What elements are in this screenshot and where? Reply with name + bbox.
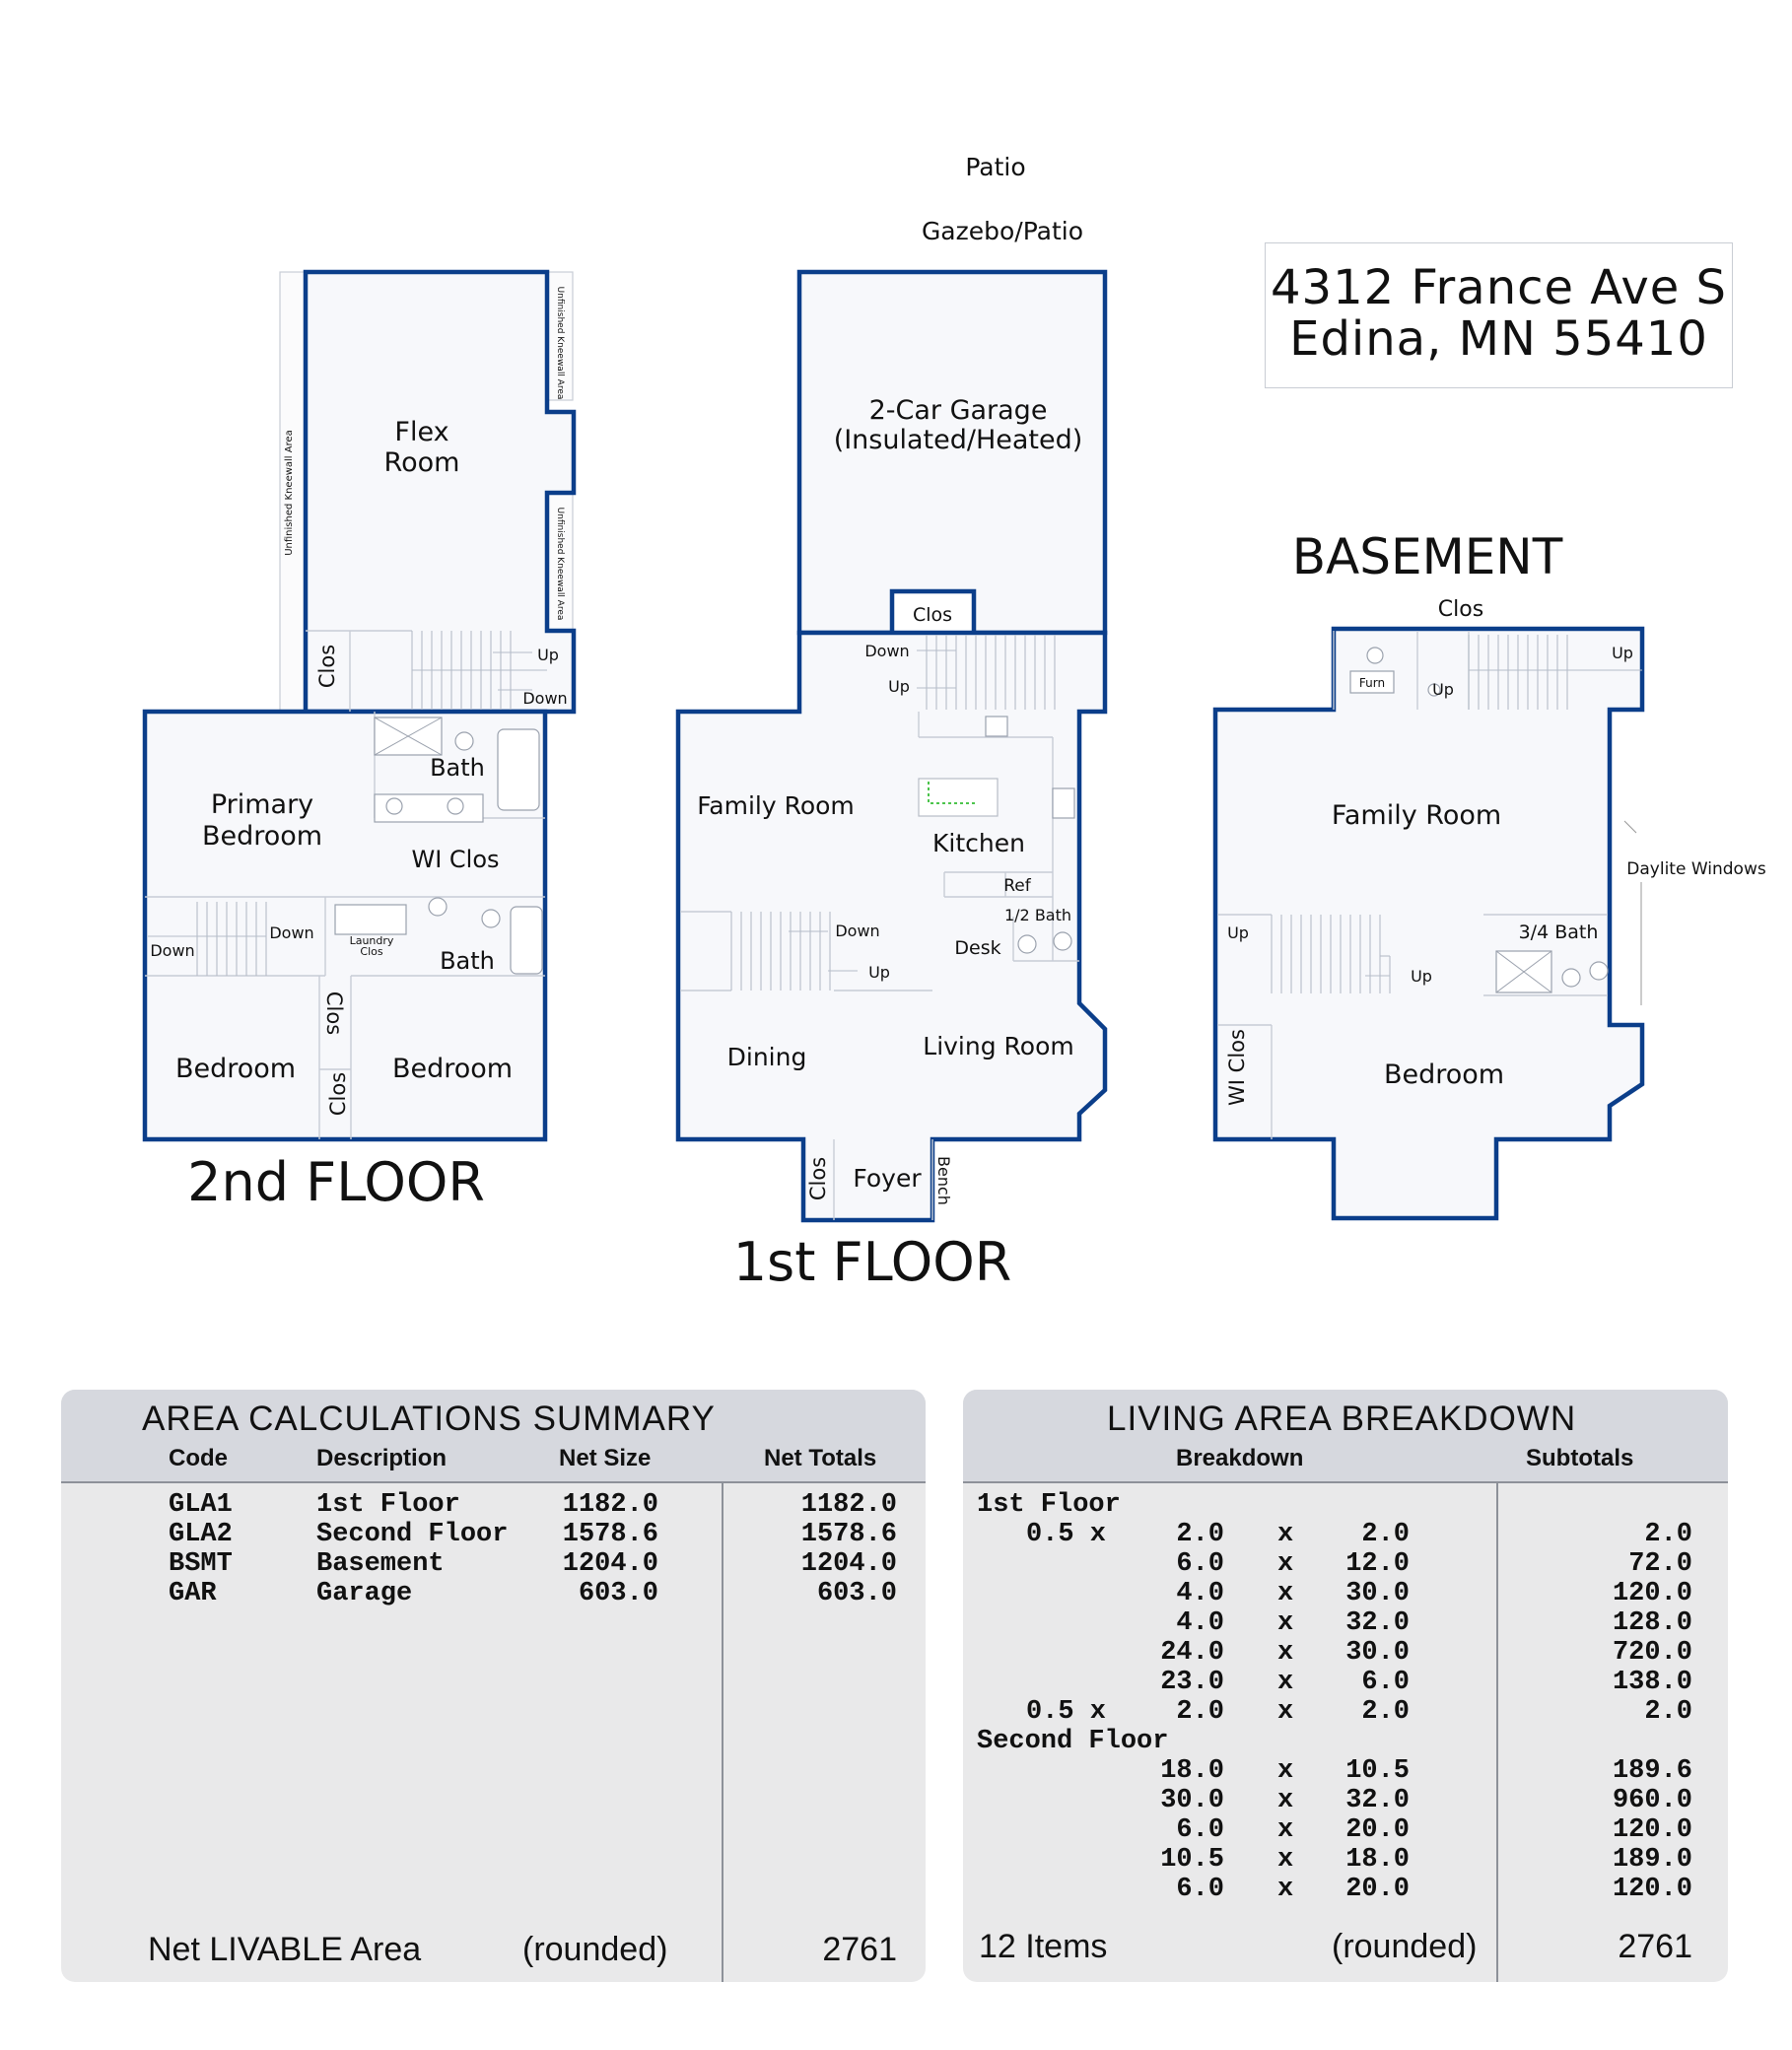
basement-plan — [1215, 528, 1766, 1218]
sink-icon — [429, 898, 447, 916]
area-header-divider — [61, 1481, 926, 1483]
breakdown-dim-a: 10.5 — [1160, 1845, 1224, 1875]
net-livable-area-label: Net LIVABLE Area — [148, 1931, 422, 1968]
dining-label: Dining — [726, 1043, 807, 1071]
breakdown-subtotal: 189.6 — [1612, 1756, 1692, 1786]
stair-down-top-label: Down — [864, 642, 910, 660]
breakdown-dim-b: 32.0 — [1345, 1608, 1410, 1638]
furnace-vent-icon — [1367, 648, 1383, 663]
flex-room-label-2: Room — [383, 447, 460, 478]
first-floor-plan — [678, 272, 1105, 1293]
breakdown-times: x — [1277, 1786, 1294, 1815]
breakdown-column-header: Breakdown — [1176, 1445, 1304, 1471]
breakdown-dim-a: 30.0 — [1160, 1786, 1224, 1815]
breakdown-header-divider — [963, 1481, 1728, 1483]
bath-lower-label: Bath — [440, 947, 495, 975]
basement-title: BASEMENT — [1291, 528, 1563, 585]
three-quarter-bath-label: 3/4 Bath — [1518, 922, 1599, 943]
bath-upper-label: Bath — [430, 754, 485, 782]
area-row-net-size: 1182.0 — [562, 1490, 658, 1520]
primary-bedroom-label-1: Primary — [210, 789, 314, 820]
area-row-description: Basement — [316, 1549, 445, 1579]
breakdown-times: x — [1277, 1549, 1294, 1579]
area-panel-title: AREA CALCULATIONS SUMMARY — [142, 1400, 716, 1438]
breakdown-times: x — [1277, 1668, 1294, 1697]
stove-icon — [986, 717, 1007, 736]
foyer-clos-label: Clos — [806, 1156, 830, 1201]
breakdown-dim-b: 30.0 — [1345, 1638, 1410, 1668]
breakdown-subtotal: 138.0 — [1612, 1668, 1692, 1697]
breakdown-dim-a: 23.0 — [1160, 1668, 1224, 1697]
toilet-icon-lower — [482, 910, 500, 927]
bench-label: Bench — [934, 1156, 953, 1205]
breakdown-dim-b: 2.0 — [1361, 1520, 1410, 1549]
breakdown-times: x — [1277, 1756, 1294, 1786]
breakdown-subtotal: 120.0 — [1612, 1815, 1692, 1845]
ref-label: Ref — [1003, 876, 1031, 896]
area-row-net-total: 603.0 — [816, 1579, 897, 1608]
address-line-2: Edina, MN 55410 — [1289, 311, 1708, 367]
breakdown-total: 2761 — [1618, 1928, 1692, 1965]
patio-label: Patio — [965, 153, 1026, 181]
basement-family-room-label: Family Room — [1331, 800, 1502, 831]
address-box — [1265, 242, 1733, 388]
desk-label: Desk — [954, 937, 1001, 959]
clos-upper-label: Clos — [315, 644, 339, 689]
stair-up-mid-label: Up — [868, 963, 890, 982]
breakdown-dim-a: 18.0 — [1160, 1756, 1224, 1786]
breakdown-panel-title: LIVING AREA BREAKDOWN — [1107, 1400, 1577, 1438]
kneewall-right-bottom-label: Unfinished Kneewall Area — [555, 507, 565, 621]
breakdown-section-label: 1st Floor — [977, 1490, 1121, 1520]
area-column-divider — [722, 1481, 724, 1982]
flex-room-shell — [306, 272, 574, 712]
stair-down-mid-label: Down — [835, 922, 880, 940]
kneewall-right-top-label: Unfinished Kneewall Area — [555, 286, 565, 400]
area-row-net-total: 1182.0 — [800, 1490, 897, 1520]
breakdown-dim-b: 30.0 — [1345, 1579, 1410, 1608]
bathtub-icon — [498, 729, 539, 810]
basement-up-right-label: Up — [1612, 644, 1633, 662]
breakdown-times: x — [1277, 1608, 1294, 1638]
breakdown-subtotal: 2.0 — [1644, 1520, 1692, 1549]
clos-mid-label: Clos — [322, 991, 346, 1036]
breakdown-dim-a: 4.0 — [1176, 1608, 1224, 1638]
garage-label-1: 2-Car Garage — [868, 395, 1048, 426]
net-livable-area-total: 2761 — [822, 1931, 897, 1968]
breakdown-dim-b: 10.5 — [1345, 1756, 1410, 1786]
bathtub-icon-lower — [511, 907, 542, 974]
basement-clos-label: Clos — [1437, 597, 1484, 622]
basement-up-left-label: Up — [1432, 680, 1454, 699]
stair-up-label: Up — [537, 646, 559, 664]
breakdown-dim-b: 2.0 — [1361, 1697, 1410, 1727]
stair-up-top-label: Up — [888, 677, 910, 696]
net-totals-column-header: Net Totals — [764, 1445, 877, 1471]
breakdown-times: x — [1277, 1845, 1294, 1875]
laundry-label-2: Clos — [360, 945, 383, 958]
description-column-header: Description — [316, 1445, 448, 1471]
breakdown-subtotal: 189.0 — [1612, 1845, 1692, 1875]
breakdown-dim-a: 2.0 — [1176, 1520, 1224, 1549]
half-bath-label: 1/2 Bath — [1003, 906, 1072, 924]
address-line-1: 4312 France Ave S — [1271, 260, 1727, 315]
breakdown-subtotal: 128.0 — [1612, 1608, 1692, 1638]
basement-sink-icon — [1562, 969, 1580, 987]
garage-clos-label: Clos — [912, 604, 953, 626]
area-row-net-size: 603.0 — [578, 1579, 658, 1608]
breakdown-dim-b: 6.0 — [1361, 1668, 1410, 1697]
stair-down-label: Down — [522, 689, 568, 708]
area-row-net-size: 1204.0 — [562, 1549, 658, 1579]
breakdown-times: x — [1277, 1520, 1294, 1549]
area-row-description: Second Floor — [316, 1520, 509, 1549]
breakdown-dim-a: 6.0 — [1176, 1815, 1224, 1845]
basement-bedroom-label: Bedroom — [1383, 1059, 1505, 1090]
basement-up-stair-label: Up — [1227, 923, 1249, 942]
kitchen-island-icon — [919, 779, 998, 816]
breakdown-factor: 0.5 x — [1026, 1697, 1107, 1727]
breakdown-subtotal: 120.0 — [1612, 1875, 1692, 1904]
area-row-code: GAR — [169, 1579, 217, 1608]
area-row-code: GLA1 — [169, 1490, 233, 1520]
half-bath-toilet-icon — [1054, 932, 1071, 950]
breakdown-rounded-label: (rounded) — [1332, 1928, 1478, 1965]
breakdown-subtotal: 72.0 — [1628, 1549, 1692, 1579]
area-calculations-panel — [61, 1390, 926, 1982]
net-size-column-header: Net Size — [559, 1445, 652, 1471]
breakdown-times: x — [1277, 1815, 1294, 1845]
breakdown-times: x — [1277, 1875, 1294, 1904]
breakdown-dim-a: 6.0 — [1176, 1875, 1224, 1904]
toilet-icon — [455, 732, 473, 750]
laundry-label-1: Laundry — [349, 934, 394, 947]
basement-toilet-icon — [1590, 962, 1608, 980]
area-row-net-size: 1578.6 — [562, 1520, 658, 1549]
breakdown-times: x — [1277, 1579, 1294, 1608]
breakdown-subtotal: 2.0 — [1644, 1697, 1692, 1727]
breakdown-dim-b: 12.0 — [1345, 1549, 1410, 1579]
area-row-net-total: 1204.0 — [800, 1549, 897, 1579]
bedroom-left-label: Bedroom — [174, 1054, 297, 1084]
gazebo-patio-label: Gazebo/Patio — [921, 217, 1084, 245]
furn-label: Furn — [1358, 676, 1386, 690]
area-row-code: BSMT — [169, 1549, 233, 1579]
kitchen-sink-icon — [1053, 788, 1074, 818]
first-floor-shell — [678, 633, 1105, 1220]
area-rounded-label: (rounded) — [522, 1931, 668, 1968]
second-floor-title: 2nd FLOOR — [187, 1151, 485, 1213]
breakdown-subtotal: 720.0 — [1612, 1638, 1692, 1668]
breakdown-dim-b: 20.0 — [1345, 1875, 1410, 1904]
breakdown-subtotal: 120.0 — [1612, 1579, 1692, 1608]
items-count-label: 12 Items — [979, 1928, 1108, 1965]
bedroom-right-label: Bedroom — [391, 1054, 514, 1084]
basement-wi-clos-label: WI Clos — [1225, 1029, 1249, 1106]
primary-bedroom-label-2: Bedroom — [201, 821, 323, 852]
garage-label-2: (Insulated/Heated) — [833, 425, 1083, 455]
code-column-header: Code — [169, 1445, 228, 1471]
breakdown-dim-b: 18.0 — [1345, 1845, 1410, 1875]
down-left-label: Down — [150, 941, 195, 960]
wi-clos-label: WI Clos — [411, 846, 500, 873]
living-room-label: Living Room — [923, 1032, 1074, 1060]
washer-dryer-icon — [335, 905, 406, 934]
breakdown-times: x — [1277, 1638, 1294, 1668]
second-floor-plan — [145, 272, 574, 1213]
breakdown-factor: 0.5 x — [1026, 1520, 1107, 1549]
area-row-code: GLA2 — [169, 1520, 233, 1549]
breakdown-dim-b: 32.0 — [1345, 1786, 1410, 1815]
area-row-net-total: 1578.6 — [800, 1520, 897, 1549]
clos-low-label: Clos — [326, 1071, 350, 1117]
flex-room-label-1: Flex — [394, 417, 449, 447]
breakdown-dim-a: 24.0 — [1160, 1638, 1224, 1668]
breakdown-section-label: Second Floor — [977, 1727, 1169, 1756]
breakdown-dim-a: 2.0 — [1176, 1697, 1224, 1727]
breakdown-dim-a: 6.0 — [1176, 1549, 1224, 1579]
kitchen-label: Kitchen — [932, 829, 1025, 857]
family-room-label: Family Room — [697, 791, 855, 820]
subtotals-column-header: Subtotals — [1526, 1445, 1634, 1471]
breakdown-column-divider — [1496, 1481, 1498, 1982]
foyer-label: Foyer — [853, 1164, 922, 1193]
area-row-description: Garage — [316, 1579, 413, 1608]
basement-up-stair2-label: Up — [1411, 967, 1432, 986]
breakdown-times: x — [1277, 1697, 1294, 1727]
area-row-description: 1st Floor — [316, 1490, 460, 1520]
living-area-breakdown-panel — [963, 1390, 1728, 1982]
breakdown-dim-a: 4.0 — [1176, 1579, 1224, 1608]
breakdown-subtotal: 960.0 — [1612, 1786, 1692, 1815]
breakdown-dim-b: 20.0 — [1345, 1815, 1410, 1845]
daylite-windows-label: Daylite Windows — [1626, 859, 1766, 879]
down-mid-label: Down — [269, 923, 314, 942]
first-floor-title: 1st FLOOR — [732, 1231, 1012, 1293]
half-bath-sink-icon — [1018, 935, 1036, 953]
kneewall-left-label: Unfinished Kneewall Area — [284, 430, 295, 556]
